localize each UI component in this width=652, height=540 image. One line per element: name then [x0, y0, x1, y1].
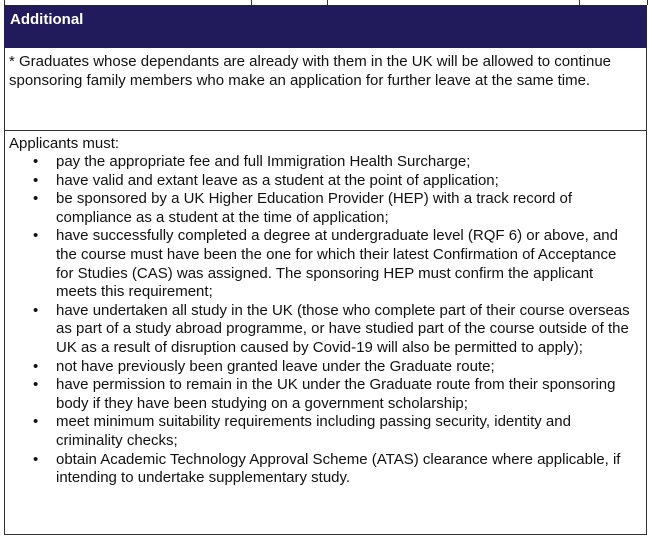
list-item-text: not have previously been granted leave under the Graduate route; — [56, 357, 495, 375]
list-item — [5, 302, 641, 358]
bullet-icon: • — [33, 153, 39, 170]
list-item — [5, 227, 641, 301]
list-item-text: be sponsored by a UK Higher Education Provider (HEP) with a track record of compliance as a student at the time of application; — [56, 190, 573, 226]
bullet-icon: • — [33, 227, 39, 245]
bullet-icon: • — [33, 376, 39, 394]
list-item-text: have permission to remain in the UK under the Graduate route from their sponsoring body if they have been studying on a government scholarship; — [56, 376, 616, 412]
bullet-icon: • — [33, 357, 39, 375]
list-item — [5, 190, 641, 227]
list-item — [5, 172, 641, 191]
list-item-text: have valid and extant leave as a student at the point of application; — [56, 171, 499, 189]
list-item — [5, 413, 641, 450]
list-item-text: pay the appropriate fee and full Immigration Health Surcharge; — [56, 153, 471, 170]
requirements-list — [5, 153, 641, 488]
list-item-text: meet minimum suitability requirements including passing security, identity and criminality checks; — [56, 413, 571, 449]
section-title: Additional — [10, 11, 84, 28]
list-item-text: obtain Academic Technology Approval Scheme (ATAS) clearance where applicable, if intending to undertake supplementary study. — [56, 450, 621, 487]
list-item-text: have undertaken all study in the UK (those who complete part of their course overseas as part of a study abroad programme, or have studied part of the course outside of the UK as a result of disruption caused by Covid-19 will also be permitted to apply); — [56, 301, 630, 356]
list-item — [5, 451, 641, 488]
requirements-intro: Applicants must: — [9, 135, 120, 152]
section-header — [4, 5, 647, 48]
dependants-note-cell — [4, 48, 647, 131]
bullet-icon: • — [33, 450, 39, 468]
requirements-cell — [4, 131, 647, 535]
bullet-icon: • — [33, 301, 39, 319]
bullet-icon: • — [33, 190, 39, 208]
list-item — [5, 376, 641, 413]
list-item — [5, 153, 641, 172]
dependants-note: * Graduates whose dependants are already with them in the UK will be allowed to continue sponsoring family members who make an application for further leave at the same time. — [9, 53, 612, 89]
list-item — [5, 358, 641, 377]
bullet-icon: • — [33, 413, 39, 431]
bullet-icon: • — [33, 171, 39, 189]
list-item-text: have successfully completed a degree at undergraduate level (RQF 6) or above, and the course must have been the one for which their latest Confirmation of Acceptance for Studies (CAS) was assigned. The sponsoring HEP must confirm the applicant meets this requirement; — [56, 227, 618, 301]
